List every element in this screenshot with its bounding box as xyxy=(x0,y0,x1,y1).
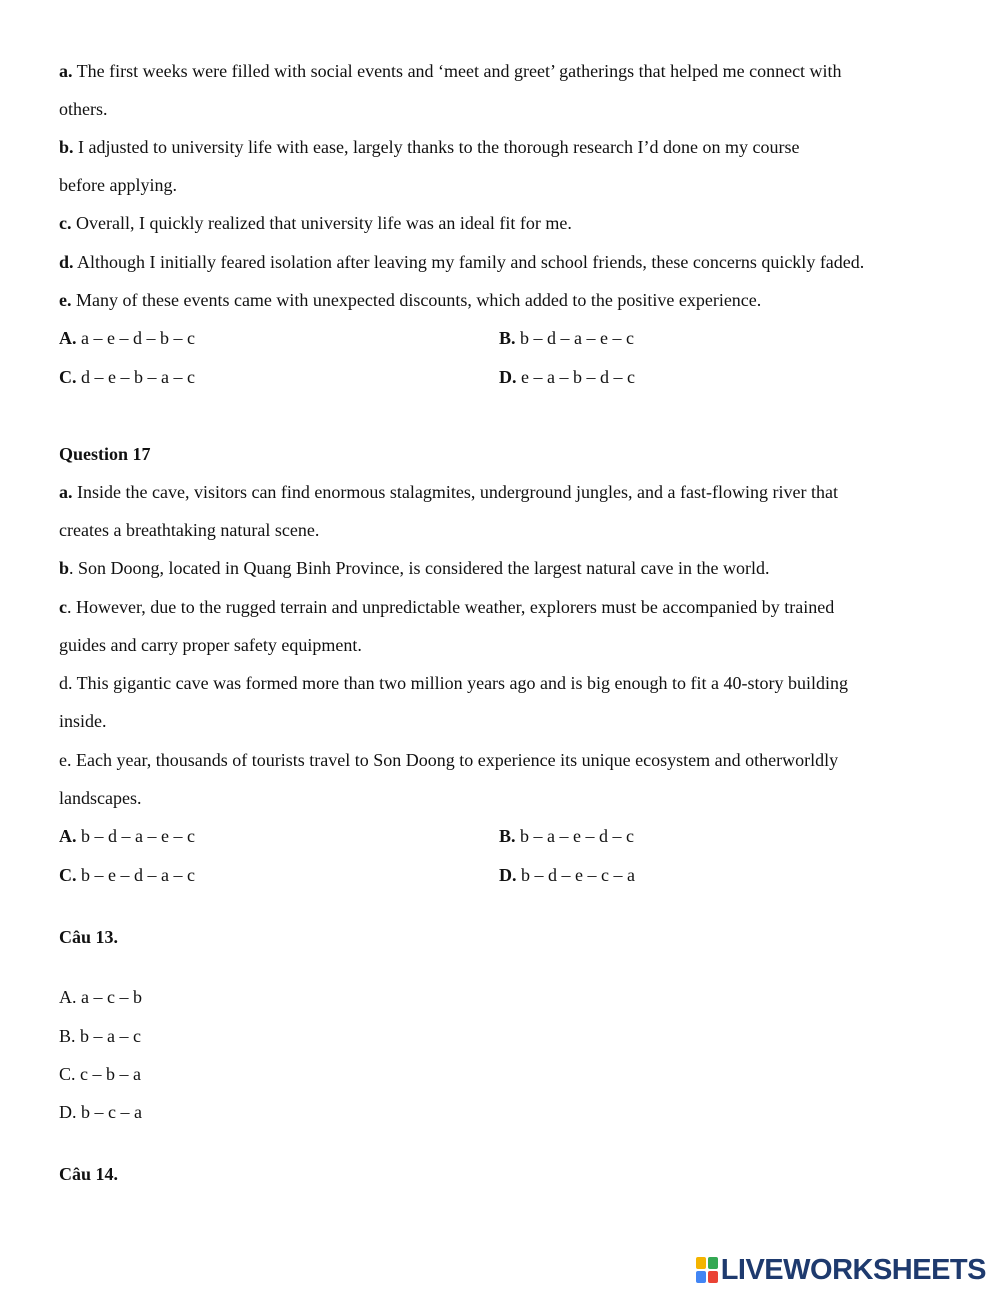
item-key: e. xyxy=(59,290,72,310)
q16-item-e xyxy=(59,289,761,311)
q16-item-a-cont: others. xyxy=(59,99,108,119)
item-key: b. xyxy=(59,137,74,157)
option-text: b – d – a – e – c xyxy=(76,826,195,846)
cau13-option-a[interactable]: A. a – c – b xyxy=(59,987,142,1007)
q17-item-e: e. Each year, thousands of tourists travel to Son Doong to experience its unique ecosystem and otherworldly xyxy=(59,750,839,770)
q16-option-c[interactable] xyxy=(59,366,195,388)
q17-item-e-cont: landscapes. xyxy=(59,788,142,808)
option-key: B. xyxy=(499,826,516,846)
liveworksheets-logo-icon xyxy=(696,1257,718,1283)
item-text: Many of these events came with unexpected discounts, which added to the positive experience. xyxy=(71,290,762,310)
q16-option-a[interactable] xyxy=(59,327,195,349)
option-text: d – e – b – a – c xyxy=(76,367,195,387)
cau13-option-c[interactable]: C. c – b – a xyxy=(59,1064,141,1084)
q16-item-b xyxy=(59,136,799,158)
cau13-title: Câu 13. xyxy=(59,927,119,947)
cau13-option-d[interactable]: D. b – c – a xyxy=(59,1102,142,1122)
q17-item-b xyxy=(59,557,770,579)
item-text: Inside the cave, visitors can find enormous stalagmites, underground jungles, and a fast-flowing river that xyxy=(72,482,838,502)
q17-item-d-cont: inside. xyxy=(59,711,107,731)
option-text: a – e – d – b – c xyxy=(76,328,195,348)
q17-option-b[interactable] xyxy=(499,825,634,847)
q17-item-c-cont: guides and carry proper safety equipment. xyxy=(59,635,362,655)
item-text: . However, due to the rugged terrain and unpredictable weather, explorers must be accompanied by trained xyxy=(67,597,835,617)
option-text: b – e – d – a – c xyxy=(76,865,195,885)
item-key: b xyxy=(59,558,70,578)
option-text: b – d – e – c – a xyxy=(516,865,635,885)
option-key: A. xyxy=(59,328,77,348)
option-key: D. xyxy=(499,865,517,885)
q17-option-c[interactable] xyxy=(59,864,195,886)
item-key: d. xyxy=(59,252,74,272)
q16-item-d xyxy=(59,251,864,273)
item-key: c xyxy=(59,597,67,617)
item-text: Overall, I quickly realized that university life was an ideal fit for me. xyxy=(71,213,572,233)
q16-option-b[interactable] xyxy=(499,327,634,349)
option-key: D. xyxy=(499,367,517,387)
item-text: I adjusted to university life with ease, largely thanks to the thorough research I’d done on my course xyxy=(73,137,800,157)
q17-item-d: d. This gigantic cave was formed more than two million years ago and is big enough to fit a 40-story building xyxy=(59,673,849,693)
cau14-title: Câu 14. xyxy=(59,1164,119,1184)
option-text: e – a – b – d – c xyxy=(516,367,635,387)
q16-item-c xyxy=(59,212,572,234)
q16-option-d[interactable] xyxy=(499,366,635,388)
cau13-option-b[interactable]: B. b – a – c xyxy=(59,1026,141,1046)
liveworksheets-logo xyxy=(696,1255,986,1285)
item-text: The first weeks were filled with social events and ‘meet and greet’ gatherings that helped me connect with xyxy=(72,61,842,81)
option-text: b – a – e – d – c xyxy=(515,826,634,846)
q16-item-b-cont: before applying. xyxy=(59,175,177,195)
q17-option-d[interactable] xyxy=(499,864,635,886)
item-key: c. xyxy=(59,213,72,233)
option-text: b – d – a – e – c xyxy=(515,328,634,348)
logo-text: LIVEWORKSHEETS xyxy=(720,1253,986,1286)
q17-title: Question 17 xyxy=(59,444,151,464)
q16-item-a xyxy=(59,60,842,82)
option-key: C. xyxy=(59,865,77,885)
q17-item-c xyxy=(59,596,834,618)
q17-option-a[interactable] xyxy=(59,825,195,847)
option-key: B. xyxy=(499,328,516,348)
item-key: a. xyxy=(59,482,73,502)
option-key: A. xyxy=(59,826,77,846)
item-text: Although I initially feared isolation after leaving my family and school friends, these concerns quickly faded. xyxy=(73,252,865,272)
item-text: . Son Doong, located in Quang Binh Province, is considered the largest natural cave in the world. xyxy=(69,558,770,578)
q17-item-a-cont: creates a breathtaking natural scene. xyxy=(59,520,320,540)
option-key: C. xyxy=(59,367,77,387)
item-key: a. xyxy=(59,61,73,81)
q17-item-a xyxy=(59,481,838,503)
